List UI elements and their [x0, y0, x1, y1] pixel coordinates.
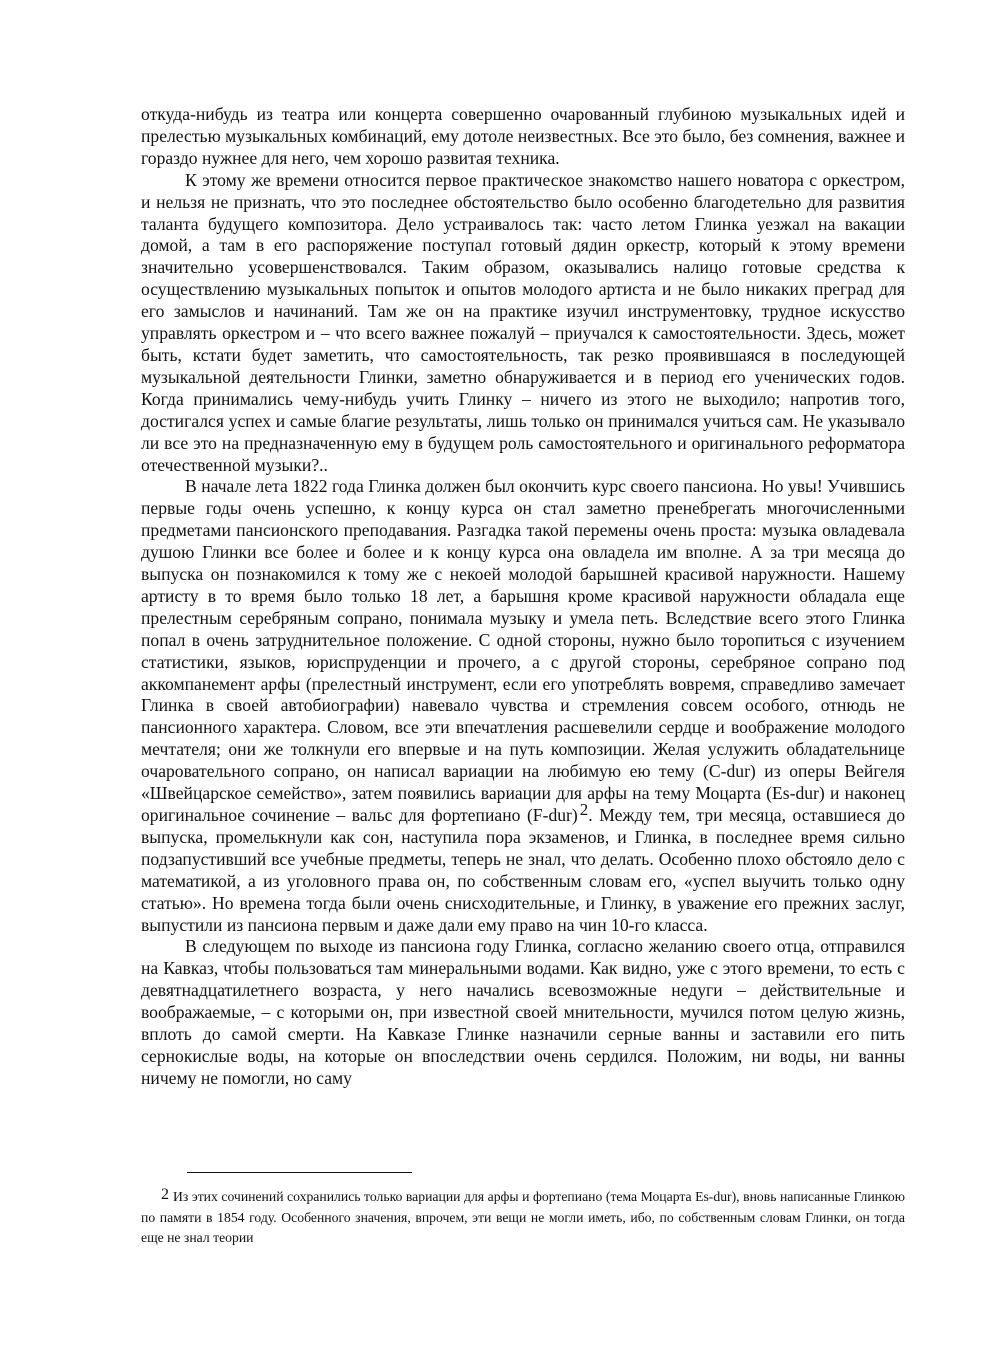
page-body — [141, 104, 905, 1090]
paragraph-1: откуда-нибудь из театра или концерта совершенно очарованный глубиною музыкальных идей и прелестью музыкальных комбинаций, ему дотоле неизвестных. Все это было, без сомнения, важнее и гораздо нужнее для него, чем хорошо развитая техника. — [141, 104, 905, 168]
paragraph-3-text-start: В начале лета 1822 года Глинка должен был окончить курс своего пансиона. Но увы! Учившись первые годы очень успешно, к концу курса он стал заметно пренебрегать многочисленными предметами пансионского преподавания. Разгадка такой перемены очень проста: музыка овладевала душою Глинки все более и более и к концу курса она овладела им вполне. А за три месяца до выпуска он познакомился к тому же с некоей молодой барышней красивой наружности. Нашему артисту в то время было только 18 лет, а барышня кроме красивой наружности обладала еще прелестным серебряным сопрано, понимала музыку и умела петь. Вследствие всего этого Глинка попал в очень затруднительное положение. С одной стороны, нужно было торопиться с изучением статистики, языков, юриспруденции и прочего, а с другой стороны, серебряное сопрано под аккомпанемент арфы (прелестный инструмент, если его употреблять вовремя, справедливо замечает Глинка в своей автобиографии) навевало чувства и стремления совсем особого, отнюдь не пансионного характера. Словом, все эти впечатления расшевелили сердце и воображение молодого мечтателя; они же толкнули его впервые и на путь композиции. Желая услужить обладательнице очаровательного сопрано, он написал вариации на любимую ею тему (C-dur) из оперы Вейгеля «Швейцарское семейство», затем появились вариации для арфы на тему Моцарта (Es-dur) и наконец оригинальное сочинение – вальс для фортепиано (F-dur) — [141, 476, 905, 825]
footnote-text: Из этих сочинений сохранились только вариации для арфы и фортепиано (тема Моцарта Es-dur), вновь написанные Глинкою по памяти в 1854 году. Особенного значения, впрочем, эти вещи не могли иметь, ибо, по собственным словам Глинки, он тогда еще не знал теории — [141, 1189, 905, 1245]
paragraph-2: К этому же времени относится первое практическое знакомство нашего новатора с оркестром, и нельзя не признать, что это последнее обстоятельство было особенно благодетельно для развития таланта будущего композитора. Дело устраивалось так: часто летом Глинка уезжал на вакации домой, а там в его распоряжение поступал готовый дядин оркестр, который к этому времени значительно усовершенствовался. Таким образом, оказывались налицо готовые средства к осуществлению музыкальных попыток и опытов молодого артиста и не было никаких преград для его замыслов и начинаний. Там же он на практике изучил инструментовку, трудное искусство управлять оркестром и – что всего важнее пожалуй – приучался к самостоятельности. Здесь, может быть, кстати будет заметить, что самостоятельность, так резко проявившаяся в последующей музыкальной деятельности Глинки, заметно обнаруживается и в период его ученических годов. Когда принимались чему-нибудь учить Глинку – ничего из этого не выходило; напротив того, достигался успех и самые благие результаты, лишь только он принимался учиться сам. Не указывало ли все это на предназначенную ему в будущем роль самостоятельного и оригинального реформатора отечественной музыки?.. — [141, 169, 905, 475]
footnote — [141, 1185, 905, 1249]
footnote-divider — [187, 1172, 412, 1173]
footnote-number: 2 — [161, 1186, 169, 1203]
paragraph-3-text-end: . Между тем, три месяца, оставшиеся до выпуска, промелькнули как сон, наступила пора экзаменов, и Глинка, в последнее время сильно подзапустивший все учебные предметы, теперь не знал, что делать. Особенно плохо обстояло дело с математикой, а из уголовного права он, по собственным словам его, «успел выучить только одну статью». Но времена тогда были очень снисходительные, и Глинку, в уважение его прежних заслуг, выпустили из пансиона первым и даже дали ему право на чин 10-го класса. — [141, 805, 905, 935]
footnote-reference[interactable]: 2 — [579, 800, 589, 819]
paragraph-3 — [141, 476, 905, 936]
paragraph-4: В следующем по выходе из пансиона году Глинка, согласно желанию своего отца, отправился на Кавказ, чтобы пользоваться там минеральными водами. Как видно, уже с этого времени, то есть с девятнадцатилетнего возраста, у него начались всевозможные недуги – действительные и воображаемые, – с которыми он, при известной своей мнительности, мучился потом целую жизнь, вплоть до самой смерти. На Кавказе Глинке назначили серные ванны и заставили его пить сернокислые воды, на которые он впоследствии очень сердился. Положим, ни воды, ни ванны ничему не помогли, но саму — [141, 936, 905, 1088]
